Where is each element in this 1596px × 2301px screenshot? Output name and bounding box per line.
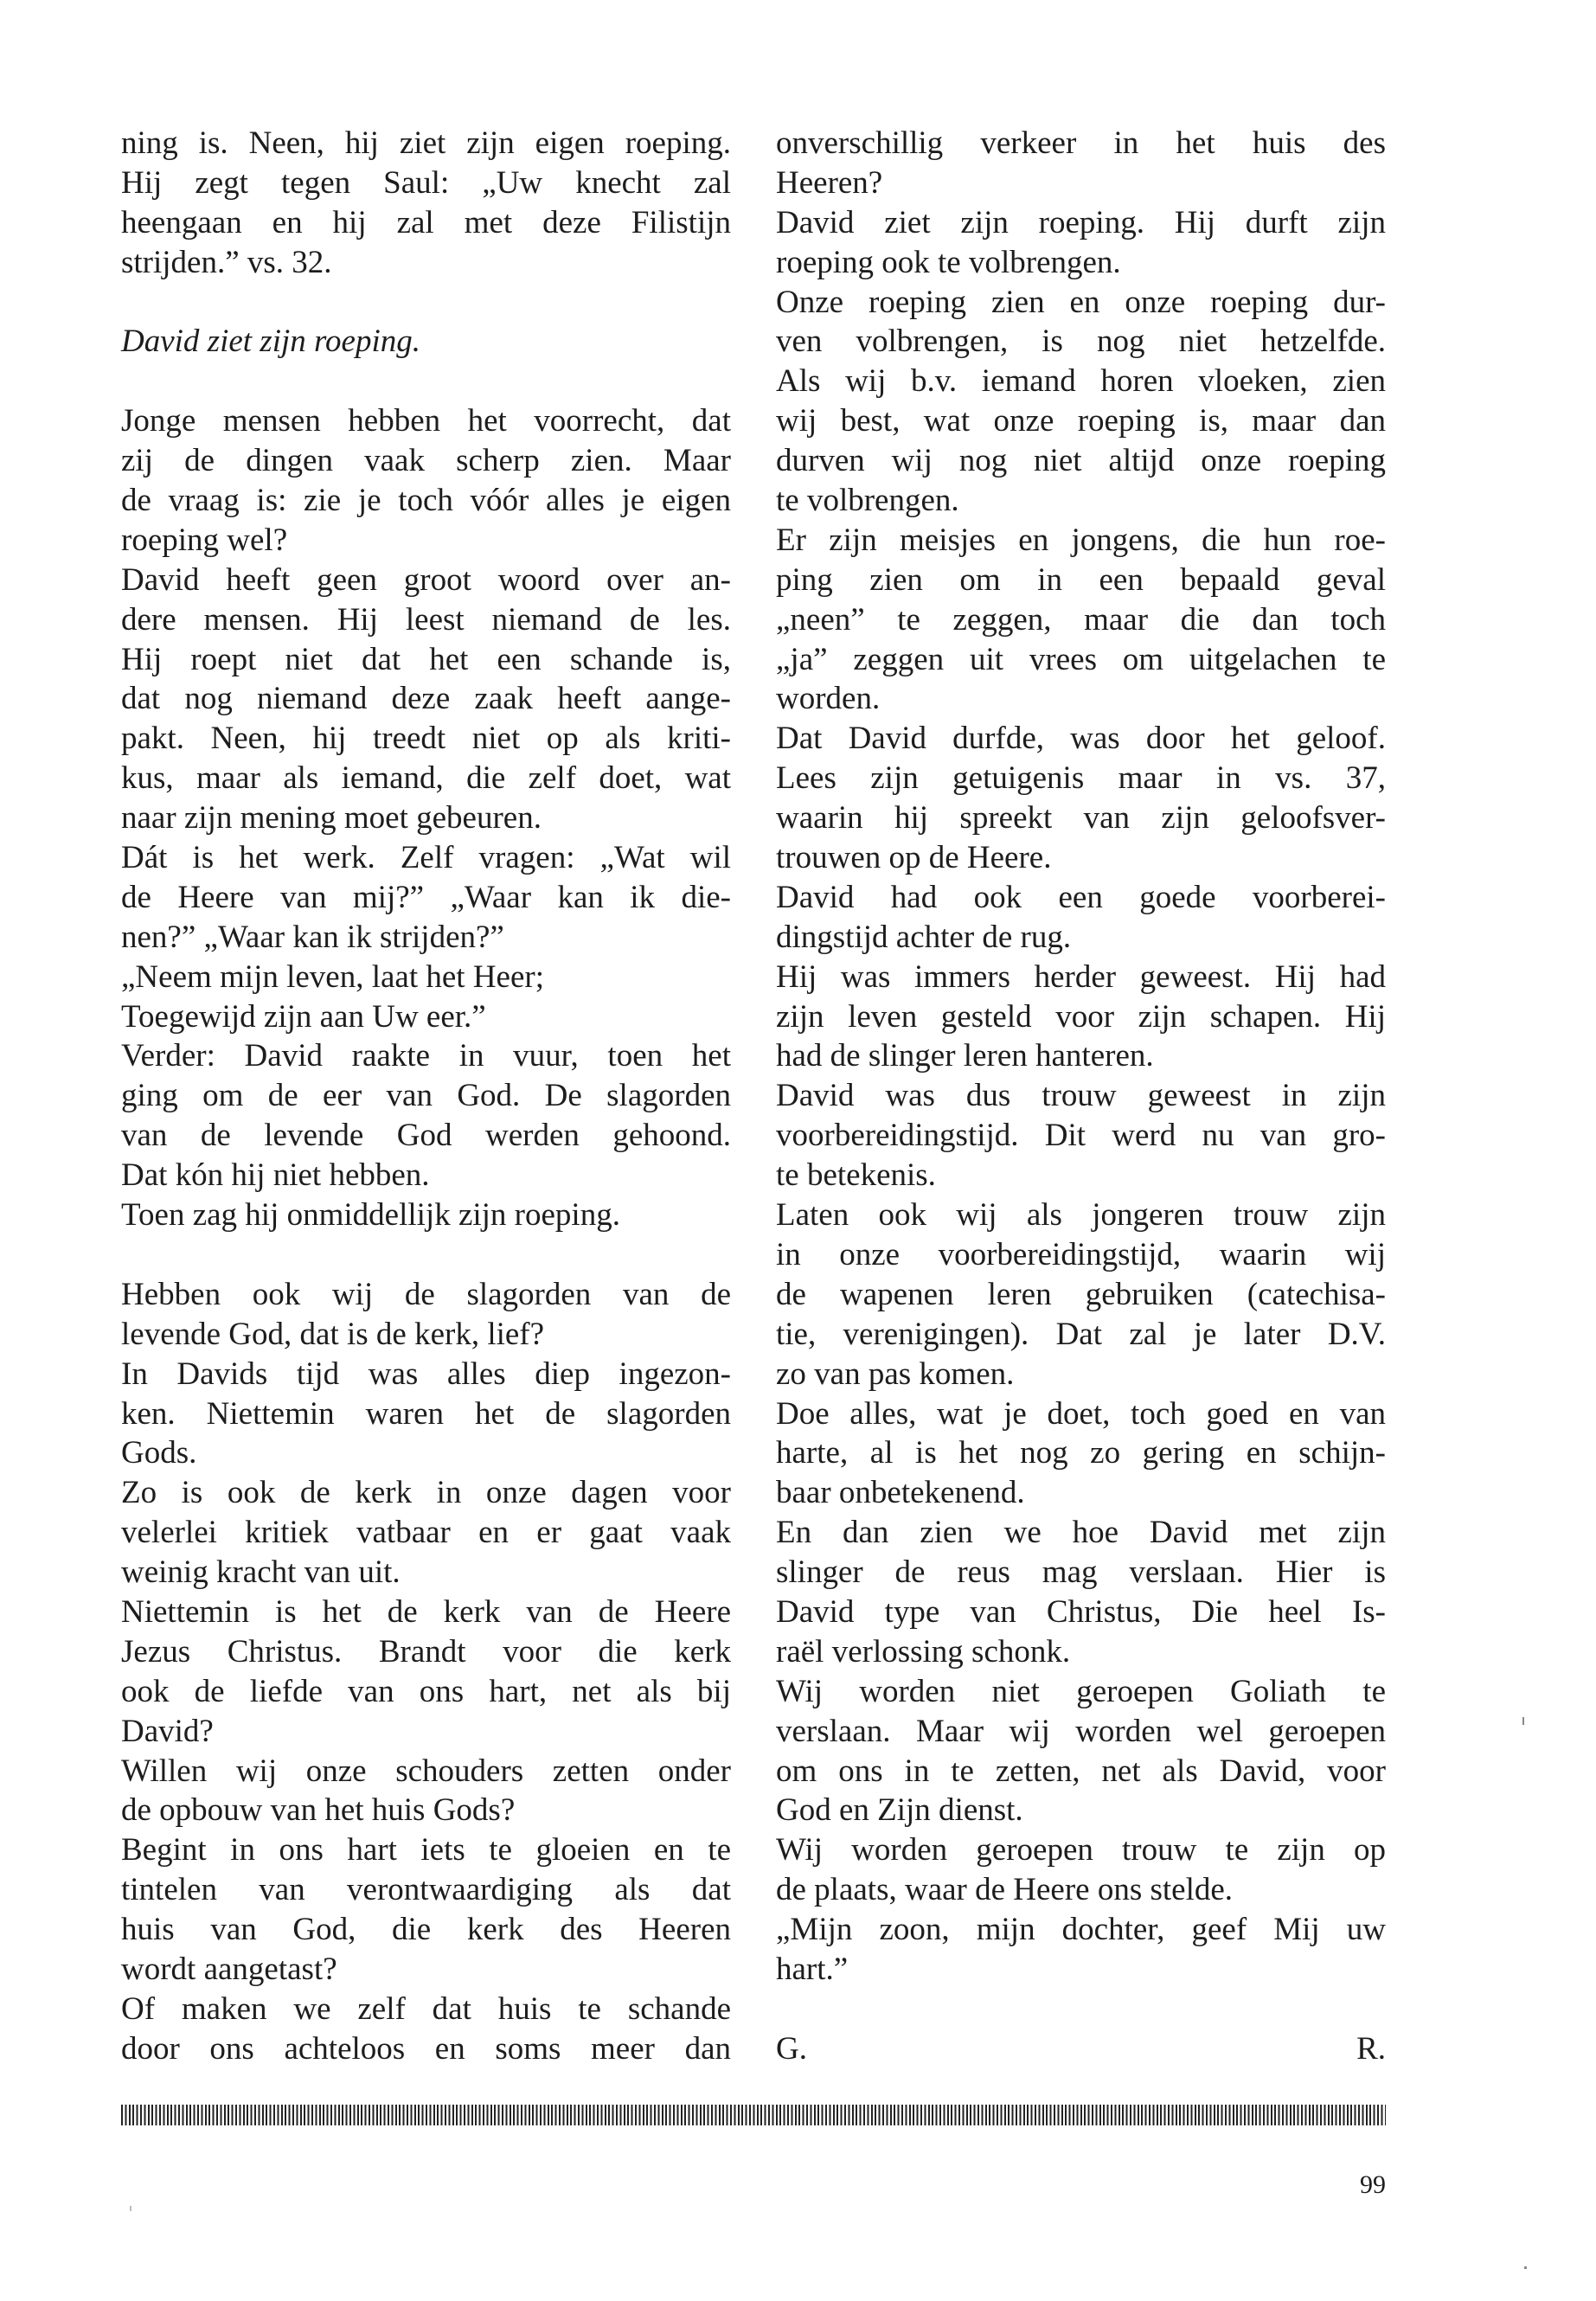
text-line: [776, 640, 1386, 680]
text-line: [121, 243, 731, 283]
line-text: ping zien om in een bepaald geval: [776, 561, 1386, 598]
text-line: [121, 1394, 731, 1434]
line-text: zij de dingen vaak scherp zien. Maar: [121, 443, 731, 479]
text-line: [121, 1076, 731, 1116]
text-line: [121, 640, 731, 680]
line-text: Dat David durfde, was door het geloof.: [776, 721, 1386, 757]
text-line: [121, 1950, 731, 1990]
text-line: [776, 878, 1386, 918]
text-line: [776, 243, 1386, 283]
text-line: [776, 1433, 1386, 1473]
text-line: [121, 1195, 731, 1235]
line-text: heengaan en hij zal met deze Filistijn: [121, 204, 731, 240]
line-text: de Heere van mij?” „Waar kan ik die-: [121, 879, 731, 915]
line-text: Jonge mensen hebben het voorrecht, dat: [121, 403, 731, 439]
line-text: de wapenen leren gebruiken (catechisa-: [776, 1276, 1386, 1312]
scan-speck: [130, 2206, 131, 2211]
text-line: [121, 1513, 731, 1553]
line-text: Laten ook wij als jongeren trouw zijn: [776, 1197, 1386, 1234]
line-text: te volbrengen.: [776, 483, 959, 519]
line-text: tintelen van verontwaardiging als dat: [121, 1872, 731, 1908]
text-line: [121, 561, 731, 600]
line-text: Begint in ons hart iets te gloeien en te: [121, 1832, 731, 1868]
line-text: dingstijd achter de rug.: [776, 919, 1072, 955]
text-line: [776, 401, 1386, 441]
line-text: Wij worden geroepen trouw te zijn op: [776, 1832, 1386, 1868]
line-text: huis van God, die kerk des Heeren: [121, 1912, 731, 1948]
blank-line: [121, 283, 731, 323]
text-line: [121, 1315, 731, 1355]
text-line: [776, 679, 1386, 719]
line-text: baar onbetekenend.: [776, 1475, 1025, 1511]
page-number: 99: [1360, 2170, 1386, 2199]
text-line: [776, 1950, 1386, 1990]
text-line: [776, 1235, 1386, 1275]
line-text: wordt aangetast?: [121, 1951, 337, 1987]
text-line: [121, 798, 731, 838]
line-text: Onze roeping zien en onze roeping dur-: [776, 284, 1386, 320]
text-line: [121, 918, 731, 958]
text-line: [121, 1712, 731, 1752]
line-text: dat nog niemand deze zaak heeft aange-: [121, 681, 731, 717]
text-line: [776, 838, 1386, 878]
line-text: dere mensen. Hij leest niemand de les.: [121, 601, 731, 638]
text-line: [776, 283, 1386, 323]
text-line: [776, 918, 1386, 958]
line-text: David type van Christus, Die heel Is-: [776, 1593, 1386, 1630]
line-text: Er zijn meisjes en jongens, die hun roe-: [776, 522, 1386, 558]
text-line: [776, 521, 1386, 561]
text-line: [121, 1672, 731, 1712]
line-text: de vraag is: zie je toch vóór alles je eigen: [121, 483, 731, 519]
line-text: God en Zijn dienst.: [776, 1792, 1023, 1829]
line-text: Dat kón hij niet hebben.: [121, 1157, 430, 1194]
text-line: [121, 1275, 731, 1315]
text-line: [121, 1553, 731, 1593]
text-line: [776, 2029, 1386, 2069]
line-text: Wij worden niet geroepen Goliath te: [776, 1673, 1386, 1709]
line-text: in onze voorbereidingstijd, waarin wij: [776, 1236, 1386, 1272]
line-text: Toen zag hij onmiddellijk zijn roeping.: [121, 1197, 620, 1234]
right-text-column: [776, 124, 1386, 2069]
line-text: Hebben ook wij de slagorden van de: [121, 1276, 731, 1312]
text-line: [776, 1910, 1386, 1950]
line-text: slinger de reus mag verslaan. Hier is: [776, 1554, 1386, 1591]
text-line: [776, 203, 1386, 243]
line-text: Jezus Christus. Brandt voor die kerk: [121, 1633, 731, 1670]
line-text: Niettemin is het de kerk van de Heere: [121, 1593, 731, 1630]
line-text: trouwen op de Heere.: [776, 840, 1052, 876]
line-text: ning is. Neen, hij ziet zijn eigen roeping.: [121, 125, 731, 161]
line-text: Verder: David raakte in vuur, toen het: [121, 1038, 731, 1074]
line-text: durven wij nog niet altijd onze roeping: [776, 443, 1386, 479]
text-line: [776, 997, 1386, 1037]
line-text: David ziet zijn roeping.: [121, 324, 420, 360]
text-line: [121, 1910, 731, 1950]
line-text: Dát is het werk. Zelf vragen: „Wat wil: [121, 840, 731, 876]
decorative-rule: [121, 2105, 1386, 2125]
line-text: En dan zien we hoe David met zijn: [776, 1515, 1386, 1551]
text-line: [776, 1116, 1386, 1156]
text-line: [121, 401, 731, 441]
line-text: ging om de eer van God. De slagorden: [121, 1078, 731, 1114]
text-line: [776, 1513, 1386, 1553]
line-text: harte, al is het nog zo gering en schijn-: [776, 1435, 1386, 1471]
text-line: [776, 1355, 1386, 1394]
line-text: door ons achteloos en soms meer dan: [121, 2030, 731, 2067]
line-text: waarin hij spreekt van zijn geloofsver-: [776, 800, 1386, 836]
line-text: David was dus trouw geweest in zijn: [776, 1078, 1386, 1114]
text-line: [776, 441, 1386, 481]
text-line: [776, 481, 1386, 521]
text-line: [776, 163, 1386, 203]
text-line: [776, 798, 1386, 838]
text-line: [776, 600, 1386, 640]
line-text: onverschillig verkeer in het huis des: [776, 125, 1386, 161]
text-line: [121, 1791, 731, 1830]
text-line: [776, 1672, 1386, 1712]
text-line: [776, 1752, 1386, 1791]
text-line: [121, 958, 731, 997]
line-text: „ja” zeggen uit vrees om uitgelachen te: [776, 641, 1386, 677]
line-text: Hij zegt tegen Saul: „Uw knecht zal: [121, 164, 731, 201]
line-text: Willen wij onze schouders zetten onder: [121, 1753, 731, 1789]
text-line: [776, 1156, 1386, 1195]
line-text: Gods.: [121, 1435, 197, 1471]
line-text: „neen” te zeggen, maar die dan toch: [776, 601, 1386, 638]
text-line: [776, 1870, 1386, 1910]
text-line: [121, 203, 731, 243]
section-heading: [121, 322, 731, 362]
text-line: [776, 1830, 1386, 1870]
text-line: [776, 759, 1386, 798]
line-text: wij best, wat onze roeping is, maar dan: [776, 403, 1386, 439]
line-text: zo van pas komen.: [776, 1356, 1015, 1392]
line-text: ken. Niettemin waren het de slagorden: [121, 1395, 731, 1432]
text-line: [121, 1355, 731, 1394]
text-line: [776, 1394, 1386, 1434]
text-line: [776, 561, 1386, 600]
text-line: [776, 1315, 1386, 1355]
line-text: strijden.” vs. 32.: [121, 244, 332, 280]
line-text: voorbereidingstijd. Dit werd nu van gro-: [776, 1118, 1386, 1154]
line-text: naar zijn mening moet gebeuren.: [121, 800, 542, 836]
scan-speck: [1524, 2266, 1527, 2269]
line-text: Hij was immers herder geweest. Hij had: [776, 958, 1386, 995]
line-text: G. R.: [776, 2030, 1386, 2067]
line-text: „Mijn zoon, mijn dochter, geef Mij uw: [776, 1912, 1386, 1948]
text-line: [121, 163, 731, 203]
line-text: had de slinger leren hanteren.: [776, 1038, 1154, 1074]
line-text: weinig kracht van uit.: [121, 1554, 401, 1591]
line-text: nen?” „Waar kan ik strijden?”: [121, 919, 504, 955]
line-text: David?: [121, 1713, 214, 1749]
line-text: Als wij b.v. iemand horen vloeken, zien: [776, 363, 1386, 400]
text-line: [121, 2029, 731, 2069]
line-text: „Neem mijn leven, laat het Heer;: [121, 958, 545, 995]
line-text: om ons in te zetten, net als David, voor: [776, 1753, 1386, 1789]
text-line: [776, 719, 1386, 759]
line-text: ook de liefde van ons hart, net als bij: [121, 1673, 731, 1709]
blank-line: [121, 1235, 731, 1275]
line-text: van de levende God werden gehoond.: [121, 1118, 731, 1154]
text-line: [776, 124, 1386, 163]
text-line: [776, 1076, 1386, 1116]
line-text: Hij roept niet dat het een schande is,: [121, 641, 731, 677]
text-line: [121, 600, 731, 640]
text-line: [121, 1632, 731, 1672]
text-line: [121, 1433, 731, 1473]
line-text: de opbouw van het huis Gods?: [121, 1792, 516, 1829]
text-line: [776, 322, 1386, 362]
line-text: kus, maar als iemand, die zelf doet, wat: [121, 760, 731, 797]
line-text: pakt. Neen, hij treedt niet op als kriti-: [121, 721, 731, 757]
text-line: [776, 1593, 1386, 1632]
text-line: [121, 997, 731, 1037]
text-line: [121, 1870, 731, 1910]
line-text: Doe alles, wat je doet, toch goed en van: [776, 1395, 1386, 1432]
text-line: [121, 679, 731, 719]
line-text: roeping ook te volbrengen.: [776, 244, 1121, 280]
line-text: tie, verenigingen). Dat zal je later D.V.: [776, 1316, 1386, 1352]
line-text: te betekenis.: [776, 1157, 936, 1194]
line-text: Zo is ook de kerk in onze dagen voor: [121, 1475, 731, 1511]
text-line: [121, 759, 731, 798]
text-line: [776, 1632, 1386, 1672]
text-line: [121, 441, 731, 481]
text-line: [776, 1553, 1386, 1593]
text-line: [121, 1990, 731, 2029]
text-line: [776, 1036, 1386, 1076]
line-text: worden.: [776, 681, 881, 717]
line-text: zijn leven gesteld voor zijn schapen. Hij: [776, 998, 1386, 1035]
line-text: hart.”: [776, 1951, 849, 1987]
line-text: Lees zijn getuigenis maar in vs. 37,: [776, 760, 1386, 797]
text-line: [121, 1593, 731, 1632]
text-line: [121, 1036, 731, 1076]
line-text: roeping wel?: [121, 522, 288, 558]
line-text: David heeft geen groot woord over an-: [121, 561, 731, 598]
text-line: [121, 1116, 731, 1156]
text-line: [121, 1473, 731, 1513]
line-text: ven volbrengen, is nog niet hetzelfde.: [776, 324, 1386, 360]
line-text: In Davids tijd was alles diep ingezon-: [121, 1356, 731, 1392]
text-line: [121, 1752, 731, 1791]
text-line: [776, 958, 1386, 997]
text-line: [776, 1473, 1386, 1513]
line-text: levende God, dat is de kerk, lief?: [121, 1316, 545, 1352]
line-text: Of maken we zelf dat huis te schande: [121, 1990, 731, 2027]
text-line: [121, 838, 731, 878]
line-text: Heeren?: [776, 164, 883, 201]
text-line: [121, 124, 731, 163]
text-line: [776, 1712, 1386, 1752]
text-line: [121, 878, 731, 918]
text-line: [776, 1791, 1386, 1830]
scan-speck: [1522, 1717, 1524, 1725]
line-text: verslaan. Maar wij worden wel geroepen: [776, 1713, 1386, 1749]
text-line: [121, 719, 731, 759]
text-line: [121, 1830, 731, 1870]
line-text: Toegewijd zijn aan Uw eer.”: [121, 998, 486, 1035]
blank-line: [121, 362, 731, 401]
line-text: raël verlossing schonk.: [776, 1633, 1071, 1670]
line-text: David ziet zijn roeping. Hij durft zijn: [776, 204, 1386, 240]
text-line: [121, 521, 731, 561]
text-line: [776, 1195, 1386, 1235]
text-line: [776, 1275, 1386, 1315]
text-line: [776, 362, 1386, 401]
line-text: velerlei kritiek vatbaar en er gaat vaak: [121, 1515, 731, 1551]
line-text: de plaats, waar de Heere ons stelde.: [776, 1872, 1234, 1908]
line-text: David had ook een goede voorberei-: [776, 879, 1386, 915]
blank-line: [776, 1990, 1386, 2029]
text-line: [121, 481, 731, 521]
text-line: [121, 1156, 731, 1195]
left-text-column: [121, 124, 731, 2069]
